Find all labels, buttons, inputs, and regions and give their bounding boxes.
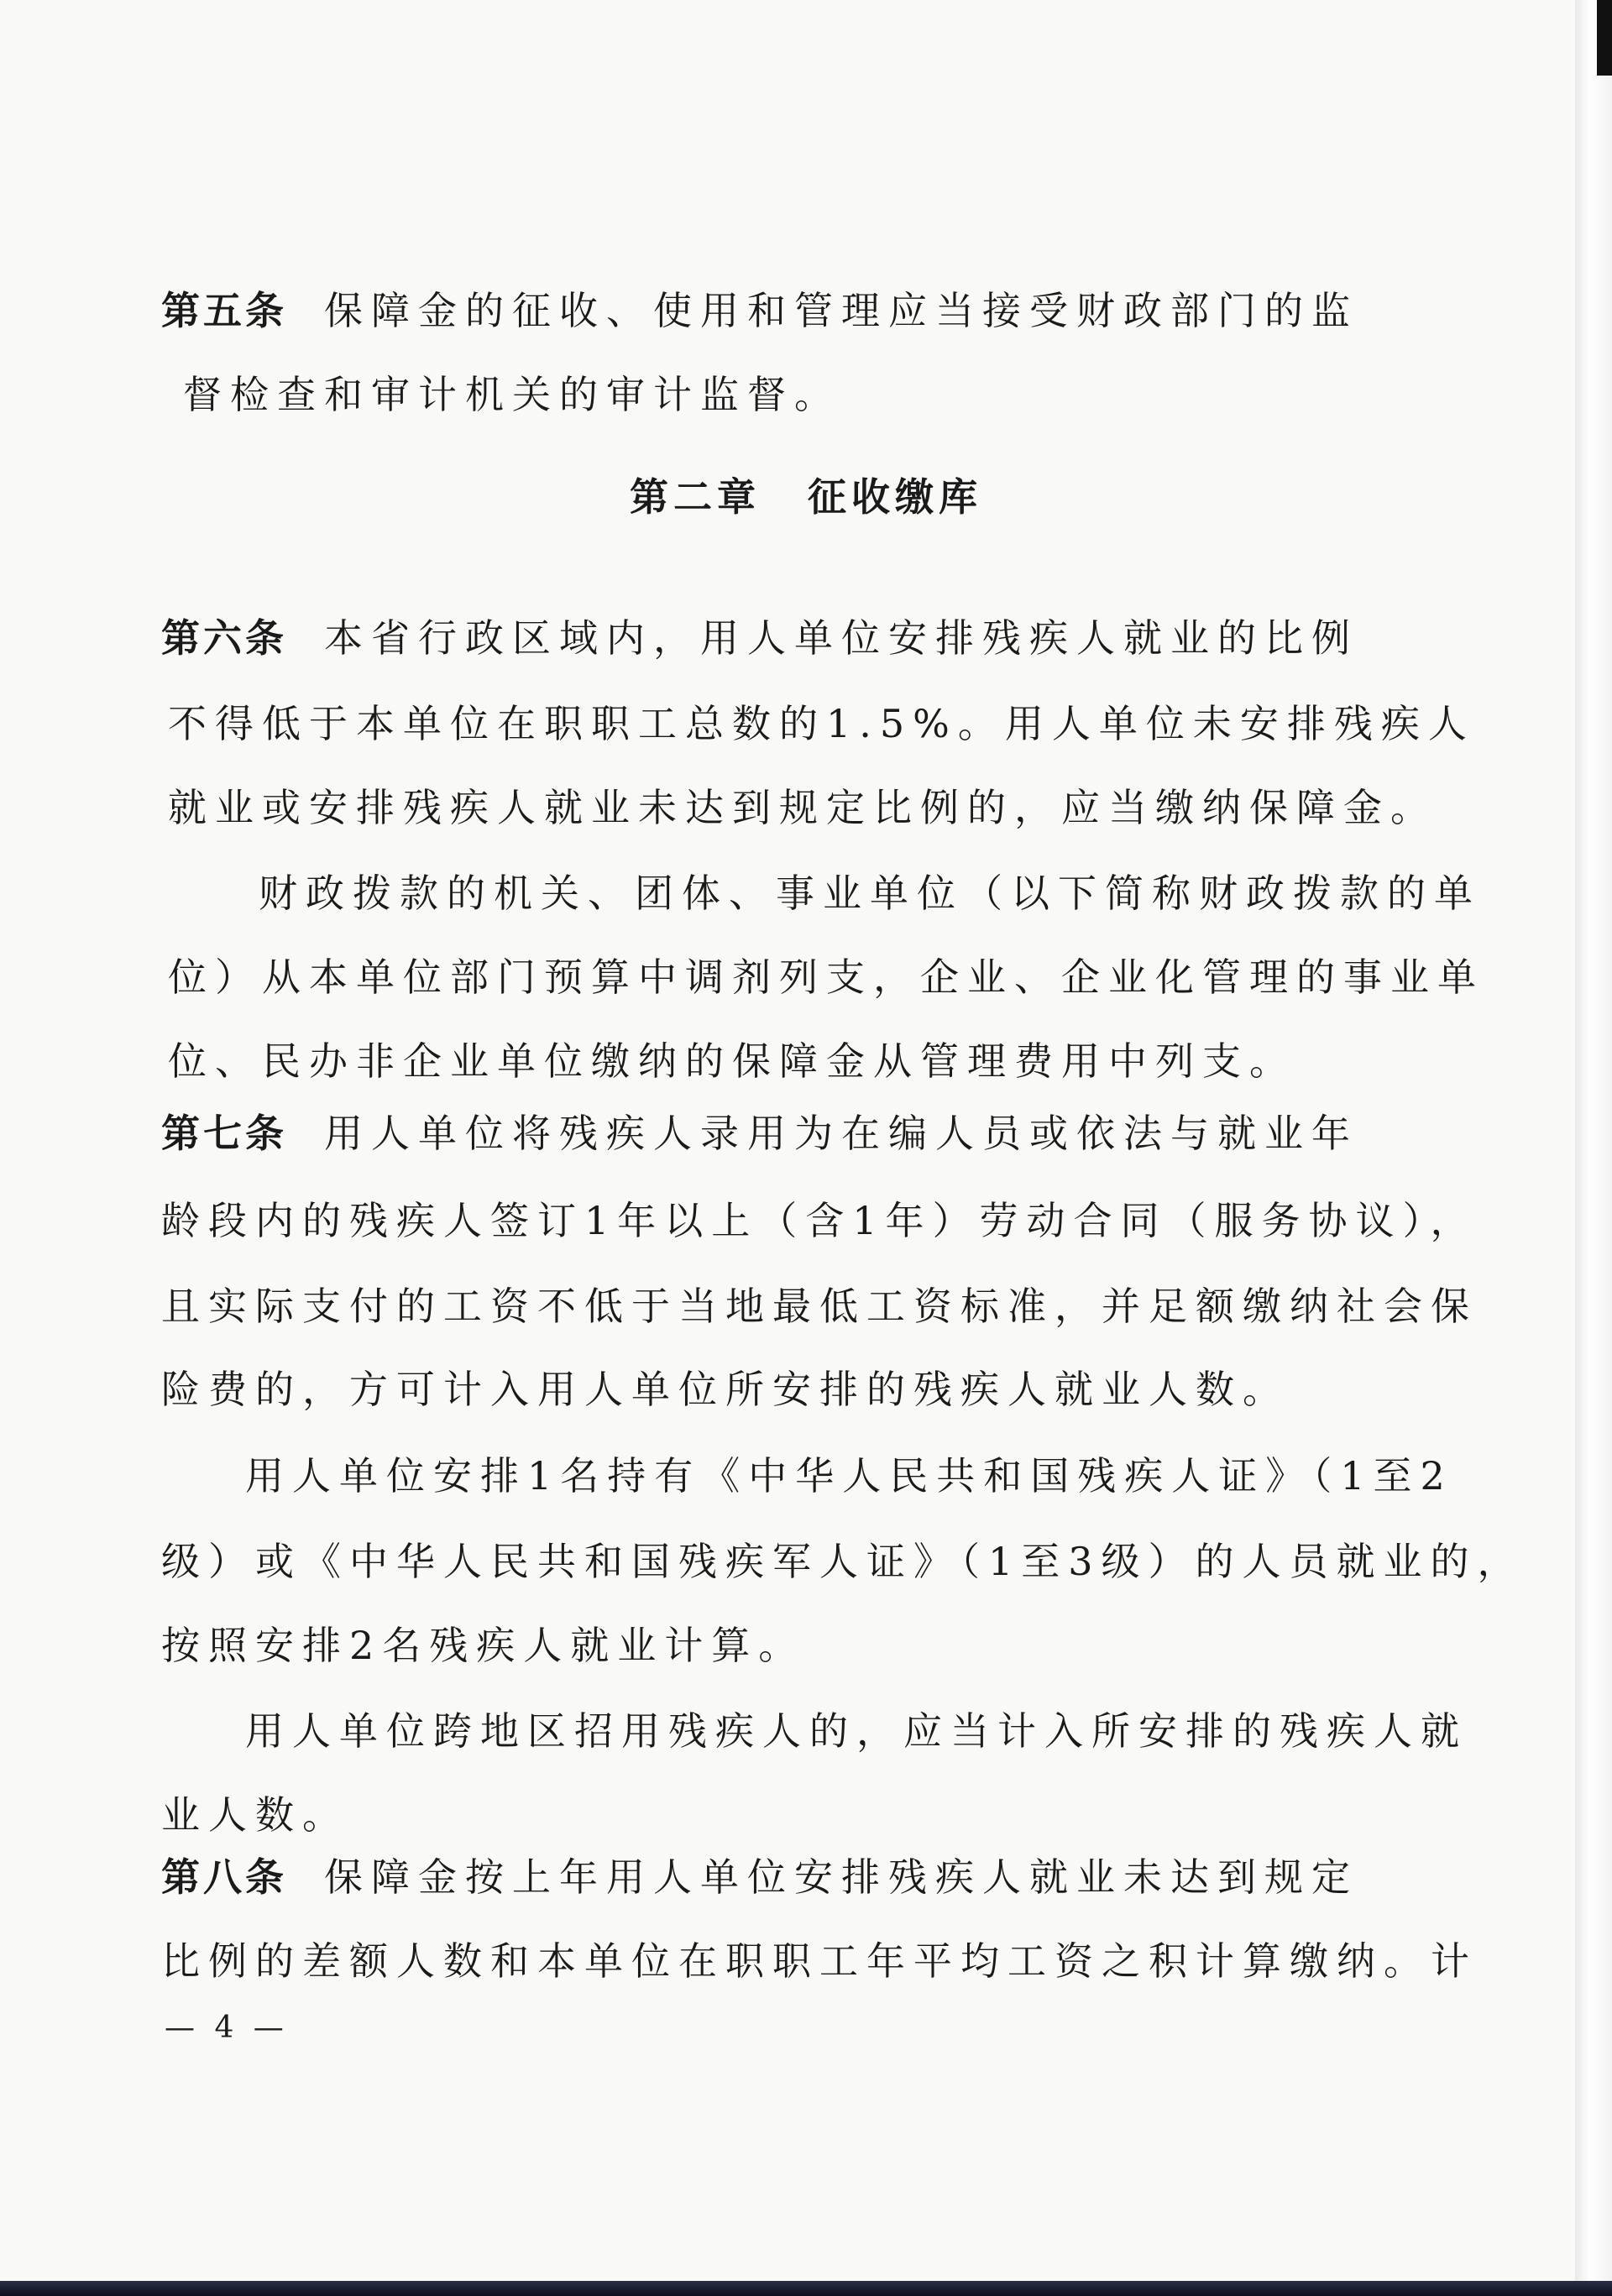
article8-line1 [161, 1835, 1358, 1919]
article5-text-line1: 保障金的征收、使用和管理应当接受财政部门的监 [324, 288, 1358, 333]
article5-text-line2: 督检查和审计机关的审计监督。 [183, 372, 841, 417]
article7-text-line1: 用人单位将残疾人录用为在编人员或依法与就业年 [324, 1111, 1358, 1156]
article8-text-line1: 保障金按上年用人单位安排残疾人就业未达到规定 [324, 1854, 1358, 1900]
chapter-name: 征收缴库 [808, 474, 982, 520]
article5-heading: 第五条 [161, 288, 287, 333]
article7-text-line3: 且实际支付的工资不低于当地最低工资标准，并足额缴纳社会保 [161, 1284, 1478, 1329]
article7-para3-text-line1: 用人单位跨地区招用残疾人的，应当计入所安排的残疾人就 [245, 1708, 1468, 1754]
scan-bottom-border [0, 2281, 1612, 2296]
page-number: — 4 — [165, 2011, 289, 2045]
article6-text-line1: 本省行政区域内，用人单位安排残疾人就业的比例 [324, 615, 1358, 661]
scan-edge [1575, 0, 1612, 2296]
article7-para2-text-line1: 用人单位安排1名持有《中华人民共和国残疾人证》（1至2 [245, 1453, 1453, 1498]
article6-text-line3: 就业或安排残疾人就业未达到规定比例的，应当缴纳保障金。 [168, 785, 1437, 830]
article6-para2-line2 [168, 935, 1484, 1019]
article6-heading: 第六条 [161, 615, 287, 661]
article7-heading: 第七条 [161, 1111, 287, 1156]
article6-text-line2: 不得低于本单位在职职工总数的1.5%。用人单位未安排残疾人 [168, 701, 1475, 746]
article7-para2-text-line2: 级）或《中华人民共和国残疾军人证》（1至3级）的人员就业的， [161, 1539, 1525, 1584]
article7-line2 [161, 1179, 1478, 1263]
scan-top-mark [1597, 0, 1612, 76]
article7-para2-text-line3: 按照安排2名残疾人就业计算。 [161, 1623, 806, 1668]
chapter-number: 第二章 [630, 474, 761, 520]
article7-line3 [161, 1264, 1478, 1348]
article6-line1 [161, 596, 1358, 680]
article6-line3 [168, 766, 1437, 850]
article7-line4 [161, 1347, 1290, 1431]
article6-line2 [168, 682, 1475, 766]
article7-para2-line2 [161, 1519, 1525, 1603]
article7-text-line2: 龄段内的残疾人签订1年以上（含1年）劳动合同（服务协议）， [161, 1198, 1478, 1243]
article7-para3-line1 [245, 1689, 1468, 1773]
article6-para2-text-line3: 位、民办非企业单位缴纳的保障金从管理费用中列支。 [168, 1038, 1296, 1084]
article8-text-line2: 比例的差额人数和本单位在职职工年平均工资之积计算缴纳。计 [161, 1938, 1478, 1984]
article8-heading: 第八条 [161, 1854, 287, 1900]
article6-para2-text-line1: 财政拨款的机关、团体、事业单位（以下简称财政拨款的单 [259, 871, 1481, 916]
article5-line1 [161, 269, 1358, 353]
article6-para2-line1 [259, 851, 1481, 935]
article7-para2-line3 [161, 1603, 805, 1687]
article7-para2-line1 [245, 1434, 1453, 1518]
article7-para3-text-line2: 业人数。 [161, 1792, 349, 1838]
article6-para2-line3 [168, 1019, 1296, 1103]
article7-line1 [161, 1091, 1358, 1175]
article5-line2 [183, 353, 841, 437]
article7-text-line4: 险费的，方可计入用人单位所安排的残疾人就业人数。 [161, 1367, 1290, 1412]
article6-para2-text-line2: 位）从本单位部门预算中调剂列支，企业、企业化管理的事业单 [168, 954, 1484, 1000]
chapter-title [0, 455, 1612, 539]
article8-line2 [161, 1919, 1478, 2003]
